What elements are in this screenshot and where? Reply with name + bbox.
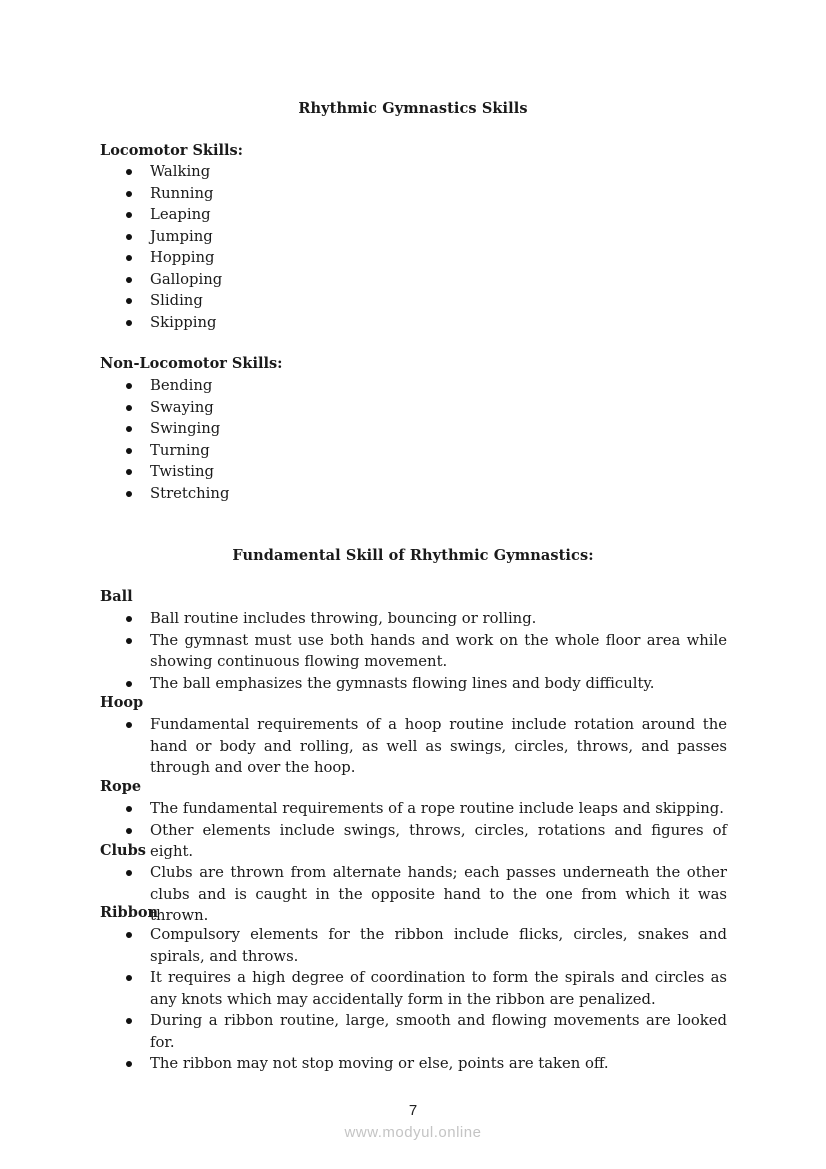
hoop-heading: Hoop: [100, 694, 144, 711]
bullet-icon: [126, 1018, 132, 1024]
watermark: www.modyul.online: [344, 1124, 482, 1141]
bullet-icon: [126, 298, 132, 304]
bullet-icon: [126, 870, 132, 876]
bullet-icon: [126, 212, 132, 218]
list-item: Galloping: [100, 269, 727, 291]
list-item: Turning: [100, 440, 727, 462]
bullet-icon: [126, 383, 132, 389]
bullet-icon: [126, 191, 132, 197]
clubs-heading: Clubs: [100, 842, 146, 859]
bullet-icon: [126, 638, 132, 644]
bullet-icon: [126, 234, 132, 240]
list-item: Walking: [100, 161, 727, 183]
bullet-icon: [126, 169, 132, 175]
list-item: Hopping: [100, 247, 727, 269]
list-item: Skipping: [100, 312, 727, 334]
bullet-icon: [126, 469, 132, 475]
list-item: Clubs are thrown from alternate hands; each passes underneath the other clubs and is caught in the opposite hand to the one from which it was thrown.: [100, 862, 727, 927]
clubs-list: [100, 862, 727, 927]
bullet-icon: [126, 320, 132, 326]
list-item: Swaying: [100, 397, 727, 419]
rope-heading: Rope: [100, 778, 142, 795]
list-item: Fundamental requirements of a hoop routine include rotation around the hand or body and rolling, as well as swings, circles, throws, and passes through and over the hoop.: [100, 714, 727, 779]
list-item: Compulsory elements for the ribbon include flicks, circles, snakes and spirals, and throws.: [100, 924, 727, 967]
bullet-icon: [126, 932, 132, 938]
list-item: Ball routine includes throwing, bouncing or rolling.: [100, 608, 727, 630]
list-item: The ribbon may not stop moving or else, points are taken off.: [100, 1053, 727, 1075]
list-item: The gymnast must use both hands and work on the whole floor area while showing continuous flowing movement.: [100, 630, 727, 673]
list-item: It requires a high degree of coordination to form the spirals and circles as any knots which may accidentally form in the ribbon are penalized.: [100, 967, 727, 1010]
ball-list: [100, 608, 727, 694]
non-locomotor-heading: Non-Locomotor Skills:: [100, 355, 283, 372]
ball-heading: Ball: [100, 588, 133, 605]
list-item: The fundamental requirements of a rope routine include leaps and skipping.: [100, 798, 727, 820]
list-item: Other elements include swings, throws, circles, rotations and figures of eight.: [100, 820, 727, 863]
locomotor-heading: Locomotor Skills:: [100, 142, 243, 159]
list-item: Swinging: [100, 418, 727, 440]
bullet-icon: [126, 491, 132, 497]
list-item: The ball emphasizes the gymnasts flowing lines and body difficulty.: [100, 673, 727, 695]
fundamental-title: Fundamental Skill of Rhythmic Gymnastics:: [232, 547, 594, 564]
list-item: Running: [100, 183, 727, 205]
bullet-icon: [126, 975, 132, 981]
locomotor-list: [100, 161, 727, 333]
ribbon-heading: Ribbon: [100, 904, 159, 921]
bullet-icon: [126, 828, 132, 834]
bullet-icon: [126, 681, 132, 687]
bullet-icon: [126, 722, 132, 728]
bullet-icon: [126, 1061, 132, 1067]
rope-list: [100, 798, 727, 863]
list-item: Stretching: [100, 483, 727, 505]
bullet-icon: [126, 426, 132, 432]
list-item: During a ribbon routine, large, smooth and flowing movements are looked for.: [100, 1010, 727, 1053]
ribbon-list: [100, 924, 727, 1075]
list-item: Jumping: [100, 226, 727, 248]
bullet-icon: [126, 806, 132, 812]
bullet-icon: [126, 616, 132, 622]
list-item: Sliding: [100, 290, 727, 312]
bullet-icon: [126, 255, 132, 261]
hoop-list: [100, 714, 727, 779]
bullet-icon: [126, 448, 132, 454]
page-title: Rhythmic Gymnastics Skills: [298, 100, 528, 117]
page-number: 7: [408, 1102, 418, 1119]
list-item: Leaping: [100, 204, 727, 226]
list-item: Twisting: [100, 461, 727, 483]
list-item: Bending: [100, 375, 727, 397]
bullet-icon: [126, 405, 132, 411]
non-locomotor-list: [100, 375, 727, 504]
bullet-icon: [126, 277, 132, 283]
